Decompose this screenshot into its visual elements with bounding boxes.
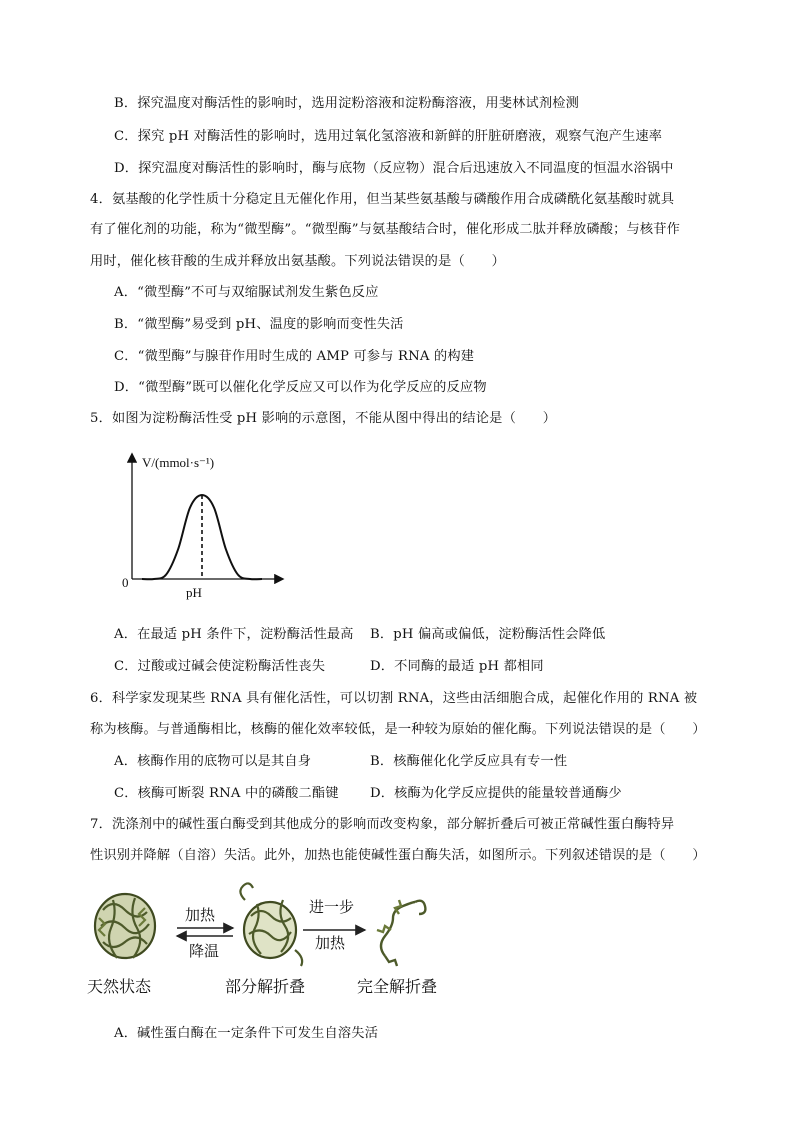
q6-option-d: D．核酶为化学反应提供的能量较普通酶少 <box>370 786 622 801</box>
q6-stem-line-2: 称为核酶。与普通酶相比，核酶的催化效率较低，是一种较为原始的催化酶。下列说法错误的是（ ） <box>90 722 706 737</box>
q4-option-a: A．“微型酶”不可与双缩脲试剂发生紫色反应 <box>114 285 379 300</box>
fully-unfolded-protein-icon <box>377 900 425 966</box>
protein-unfolding-figure <box>85 880 450 1005</box>
q6-option-c: C．核酶可断裂 RNA 中的磷酸二酯键 <box>114 786 339 801</box>
q5-option-c: C．过酸或过碱会使淀粉酶活性丧失 <box>114 659 326 674</box>
y-axis-label: V/(mmol·s⁻¹) <box>142 455 215 470</box>
q5-option-a: A．在最适 pH 条件下，淀粉酶活性最高 <box>114 627 354 642</box>
ph-activity-chart <box>110 445 295 605</box>
origin-label: 0 <box>122 575 129 590</box>
partially-unfolded-protein-icon <box>240 883 302 966</box>
q5-stem: 5．如图为淀粉酶活性受 pH 影响的示意图，不能从图中得出的结论是（ ） <box>90 411 557 426</box>
q4-option-b: B．“微型酶”易受到 pH、温度的影响而变性失活 <box>114 317 404 332</box>
q5-option-d: D．不同酶的最适 pH 都相同 <box>370 659 544 674</box>
q4-stem-line-3: 用时，催化核苷酸的生成并释放出氨基酸。下列说法错误的是（ ） <box>90 254 506 269</box>
q3-option-d: D．探究温度对酶活性的影响时，酶与底物（反应物）混合后迅速放入不同温度的恒温水浴锅中 <box>114 161 674 176</box>
further-label: 进一步 <box>309 898 355 916</box>
partial-unfold-label: 部分解折叠 <box>225 977 306 996</box>
q4-stem-line-1: 4．氨基酸的化学性质十分稳定且无催化作用，但当某些氨基酸与磷酸作用合成磷酰化氨基酸时就具 <box>90 192 675 207</box>
heating-label: 加热 <box>185 906 216 924</box>
further-heating-label: 加热 <box>315 934 346 952</box>
q4-stem-line-2: 有了催化剂的功能，称为“微型酶”。“微型酶”与氨基酸结合时，催化形成二肽并释放磷酸；与核苷作 <box>90 222 681 237</box>
q3-option-c: C．探究 pH 对酶活性的影响时，选用过氧化氢溶液和新鲜的肝脏研磨液，观察气泡产生速率 <box>114 129 663 144</box>
q7-stem-line-2: 性识别并降解（自溶）失活。此外，加热也能使碱性蛋白酶失活，如图所示。下列叙述错误的是（ ） <box>90 848 706 863</box>
q6-option-b: B．核酶催化化学反应具有专一性 <box>370 754 568 769</box>
q6-stem-line-1: 6．科学家发现某些 RNA 具有催化活性，可以切割 RNA，这些由活细胞合成，起催化作用的 RNA 被 <box>90 691 698 706</box>
native-protein-icon <box>95 894 155 958</box>
cooling-label: 降温 <box>189 942 220 960</box>
q7-stem-line-1: 7．洗涤剂中的碱性蛋白酶受到其他成分的影响而改变构象，部分解折叠后可被正常碱性蛋白酶特异 <box>90 817 675 832</box>
q7-option-a: A．碱性蛋白酶在一定条件下可发生自溶失活 <box>114 1026 379 1041</box>
q5-option-b: B．pH 偏高或偏低，淀粉酶活性会降低 <box>370 627 606 642</box>
q3-option-b: B．探究温度对酶活性的影响时，选用淀粉溶液和淀粉酶溶液，用斐林试剂检测 <box>114 96 580 111</box>
q6-option-a: A．核酶作用的底物可以是其自身 <box>114 754 312 769</box>
native-state-label: 天然状态 <box>87 977 152 996</box>
q4-option-d: D．“微型酶”既可以催化化学反应又可以作为化学反应的反应物 <box>114 380 487 395</box>
q4-option-c: C．“微型酶”与腺苷作用时生成的 AMP 可参与 RNA 的构建 <box>114 349 475 364</box>
full-unfold-label: 完全解折叠 <box>357 977 438 996</box>
x-axis-label: pH <box>186 585 202 600</box>
